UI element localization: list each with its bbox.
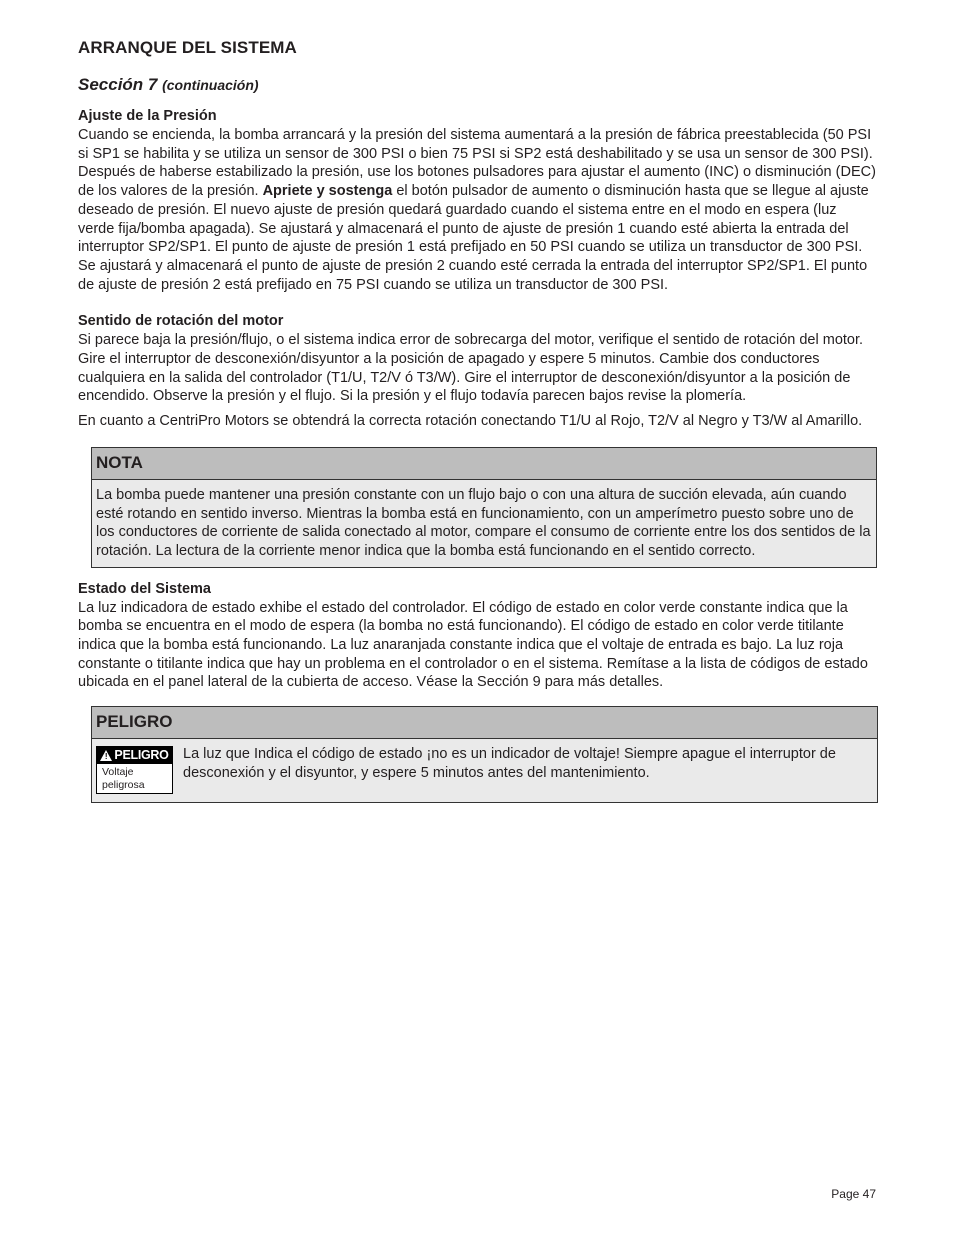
nota-heading: NOTA xyxy=(92,448,876,480)
peligro-text: La luz que Indica el código de estado ¡no es un indicador de voltaje! Siempre apague el interruptor de desconexión y el disyuntor, y espere 5 minutos antes del mantenimiento. xyxy=(183,746,836,781)
nota-box xyxy=(91,447,877,568)
page-title: ARRANQUE DEL SISTEMA xyxy=(78,38,297,57)
rotation-paragraph-1: Si parece baja la presión/flujo, o el sistema indica error de sobrecarga del motor, verifique el sentido de rotación del motor. Gire el interruptor de desconexión/disyuntor a la posición de apagado y espere 5 minutos. Cambie dos conductores cualquiera en la salida del controlador (T1/U, T2/V ó T3/W). Gire el interruptor de desconexión/disyuntor a la posición de encendido. Observe la presión y el flujo. Si la presión y el flujo todavía parecen bajos revise la plomería. xyxy=(78,332,864,405)
warning-triangle-icon xyxy=(100,750,112,761)
status-heading: Estado del Sistema xyxy=(78,580,211,597)
warning-exclamation: ! xyxy=(104,752,108,762)
pressure-text-2: el botón pulsador de aumento o disminución hasta que se llegue al ajuste deseado de presión. El nuevo ajuste de presión quedará guardado cuando el sistema entre en el modo en espera (luz verde fija/bomba apagada). Se ajustará y almacenará el punto de ajuste de presión 1 cuando esté abierta la entrada del interruptor SP2/SP1. El punto de ajuste de presión 1 está prefijado en 50 PSI cuando se utiliza un transductor de 300 PSI. Se ajustará y almacenará el punto de ajuste de presión 2 cuando esté cerrada la entrada del interruptor SP2/SP1. El punto de ajuste de presión 2 está prefijado en 75 PSI cuando se utiliza un transductor de 300 PSI. xyxy=(78,183,869,293)
section-continuation: (continuación) xyxy=(162,77,259,93)
page-content xyxy=(78,38,876,803)
pressure-section xyxy=(78,107,876,294)
danger-label-text xyxy=(97,764,172,792)
pressure-bold-text: Apriete y sostenga xyxy=(262,183,393,200)
rotation-heading: Sentido de rotación del motor xyxy=(78,313,284,330)
peligro-body xyxy=(92,739,877,802)
danger-label-line2: peligrosa xyxy=(102,779,145,792)
rotation-section xyxy=(78,312,876,431)
danger-label-title: PELIGRO xyxy=(114,748,169,763)
pressure-heading: Ajuste de la Presión xyxy=(78,108,217,124)
peligro-box xyxy=(91,706,878,803)
section-heading xyxy=(78,75,876,95)
section-number: Sección 7 xyxy=(78,75,158,94)
pressure-paragraph xyxy=(78,126,876,294)
rotation-paragraph-2: En cuanto a CentriPro Motors se obtendrá la correcta rotación conectando T1/U al Rojo, T2/V al Negro y T3/W al Amarillo. xyxy=(78,413,863,430)
peligro-heading: PELIGRO xyxy=(92,707,877,739)
danger-label xyxy=(96,746,173,794)
page-number: Page 47 xyxy=(831,1187,876,1201)
status-paragraph: La luz indicadora de estado exhibe el estado del controlador. El código de estado en color verde constante indica que la bomba se encuentra en el modo de espera (la bomba no está funcionando). El código de estado en color verde titilante indica que la bomba está funcionando. La luz anaranjada constante indica que el voltaje de entrada es bajo. La luz roja constante o titilante indica que hay un problema en el controlador o en el sistema. Remítase a la lista de códigos de estado ubicada en el panel lateral de la cubierta de acceso. Véase la Sección 9 para más detalles. xyxy=(78,599,868,691)
pressure-text-1: Cuando se encienda, la bomba arrancará y la presión del sistema aumentará a la presión de fábrica preestablecida (50 PSI si SP1 se habilita y se utiliza un sensor de 300 PSI o bien 75 PSI si SP2 está deshabilitado y se usa un sensor de 300 PSI). Después de haberse estabilizado la presión, use los botones pulsadores para ajustar el aumento (INC) o disminución (DEC) de los valores de la presión. xyxy=(78,127,876,200)
status-section xyxy=(78,580,876,693)
danger-label-header xyxy=(97,747,172,764)
danger-label-line1: Voltaje xyxy=(102,766,134,779)
nota-text: La bomba puede mantener una presión constante con un flujo bajo o con una altura de succión elevada, aún cuando esté rotando en sentido inverso. Mientras la bomba está en funcionamiento, con un amperímetro puesto sobre uno de los conductores de corriente de salida conectado al motor, compare el consumo de corriente entre los dos sentidos de la rotación. La lectura de la corriente menor indica que la bomba está funcionando en el sentido correcto. xyxy=(96,486,871,559)
